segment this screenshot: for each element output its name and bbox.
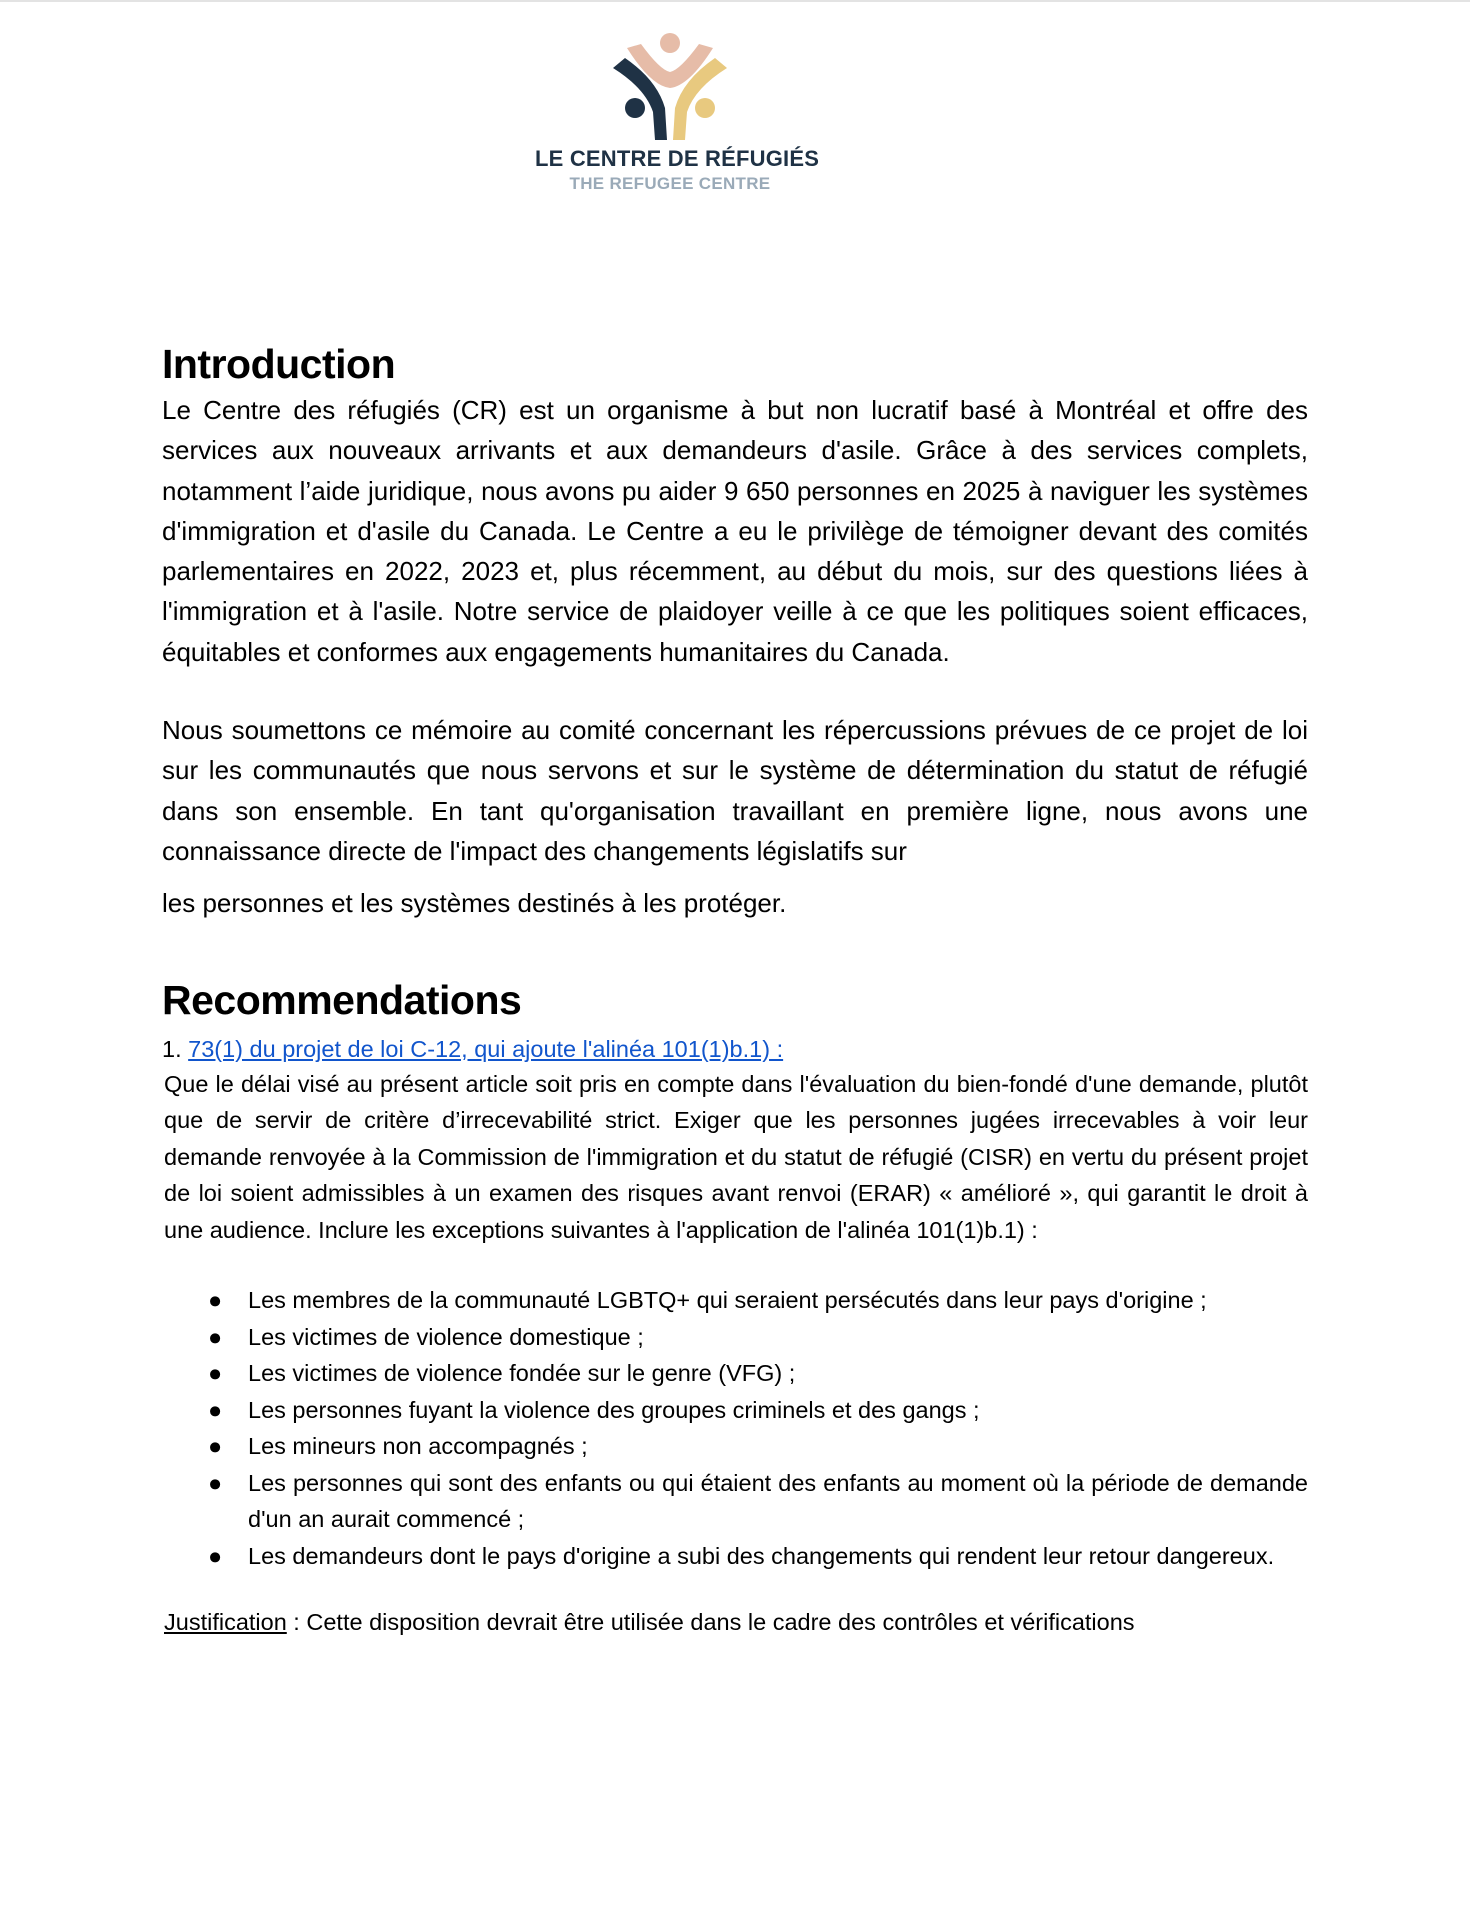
intro-paragraph-1: Le Centre des réfugiés (CR) est un organisme à but non lucratif basé à Montréal et offre des services aux nouveaux arrivants et aux demandeurs d'asile. Grâce à des services complets, notamment l’aide juridique, nous avons pu aider 9 650 personnes en 2025 à naviguer les systèmes d'immigration et d'asile du Canada. Le Centre a eu le privilège de témoigner devant des comités parlementaires en 2022, 2023 et, plus récemment, au début du mois, sur des questions liées à l'immigration et à l'asile. Notre service de plaidoyer veille à ce que les politiques soient efficaces, équitables et conformes aux engagements humanitaires du Canada. (162, 395, 1308, 667)
refugee-centre-emblem-icon (605, 30, 735, 142)
recommendation-1-body: Que le délai visé au présent article soit pris en compte dans l'évaluation du bien-fondé d'une demande, plutôt que de servir de critère d’irrecevabilité strict. Exiger que les personnes jugées irrecevables à voir leur demande renvoyée à la Commission de l'immigration et du statut de réfugié (CISR) en vertu du présent projet de loi soient admissibles à un examen des risques avant renvoi (ERAR) « amélioré », qui garantit le droit à une audience. Inclure les exceptions suivantes à l'application de l'alinéa 101(1)b.1) : (164, 1070, 1308, 1243)
page-top-border (0, 0, 1470, 2)
bullet-icon: ● (208, 1542, 223, 1569)
list-item: ● Les personnes qui sont des enfants ou qui étaient des enfants au moment où la période de demande d'un an aurait commencé ; (162, 1465, 1308, 1538)
intro-paragraph-2-continued: les personnes et les systèmes destinés à les protéger. (162, 888, 787, 919)
introduction-heading: Introduction (162, 341, 396, 387)
justification-text: : Cette disposition devrait être utilisée dans le cadre des contrôles et vérifications (286, 1609, 1135, 1636)
bill-section-link[interactable]: 73(1) du projet de loi C-12, qui ajoute l'alinéa 101(1)b.1) : (188, 1035, 784, 1062)
intro-paragraph-2: Nous soumettons ce mémoire au comité concernant les répercussions prévues de ce projet de loi sur les communautés que nous servons et sur le système de détermination du statut de réfugié dans son ensemble. En tant qu'organisation travaillant en première ligne, nous avons une connaissance directe de l'impact des changements législatifs sur (162, 715, 1308, 866)
bullet-icon: ● (208, 1287, 223, 1314)
bullet-icon: ● (208, 1396, 223, 1423)
recommendations-heading: Recommendations (162, 976, 522, 1023)
organization-name-fr: LE CENTRE DE RÉFUGIÉS (535, 146, 820, 171)
list-item: ● Les personnes fuyant la violence des groupes criminels et des gangs ; (162, 1392, 1308, 1429)
justification-label: Justification (164, 1609, 287, 1636)
justification-paragraph (164, 1604, 1308, 1641)
organization-logo (535, 30, 820, 205)
exceptions-list (162, 1282, 1308, 1574)
list-item: ● Les victimes de violence domestique ; (162, 1319, 1308, 1356)
recommendation-1-title (162, 1032, 1308, 1066)
bullet-icon: ● (208, 1433, 223, 1460)
recommendation-number: 1. (162, 1035, 182, 1062)
list-item: ● Les mineurs non accompagnés ; (162, 1428, 1308, 1465)
bullet-icon: ● (208, 1360, 223, 1387)
bullet-icon: ● (208, 1469, 223, 1496)
organization-name-en: THE REFUGEE CENTRE (569, 174, 771, 193)
bullet-icon: ● (208, 1323, 223, 1350)
list-item: ● Les demandeurs dont le pays d'origine a subi des changements qui rendent leur retour dangereux. (162, 1538, 1308, 1575)
list-item: ● Les victimes de violence fondée sur le genre (VFG) ; (162, 1355, 1308, 1392)
document-body (162, 338, 1308, 1641)
list-item: ● Les membres de la communauté LGBTQ+ qui seraient persécutés dans leur pays d'origine ; (162, 1282, 1308, 1319)
